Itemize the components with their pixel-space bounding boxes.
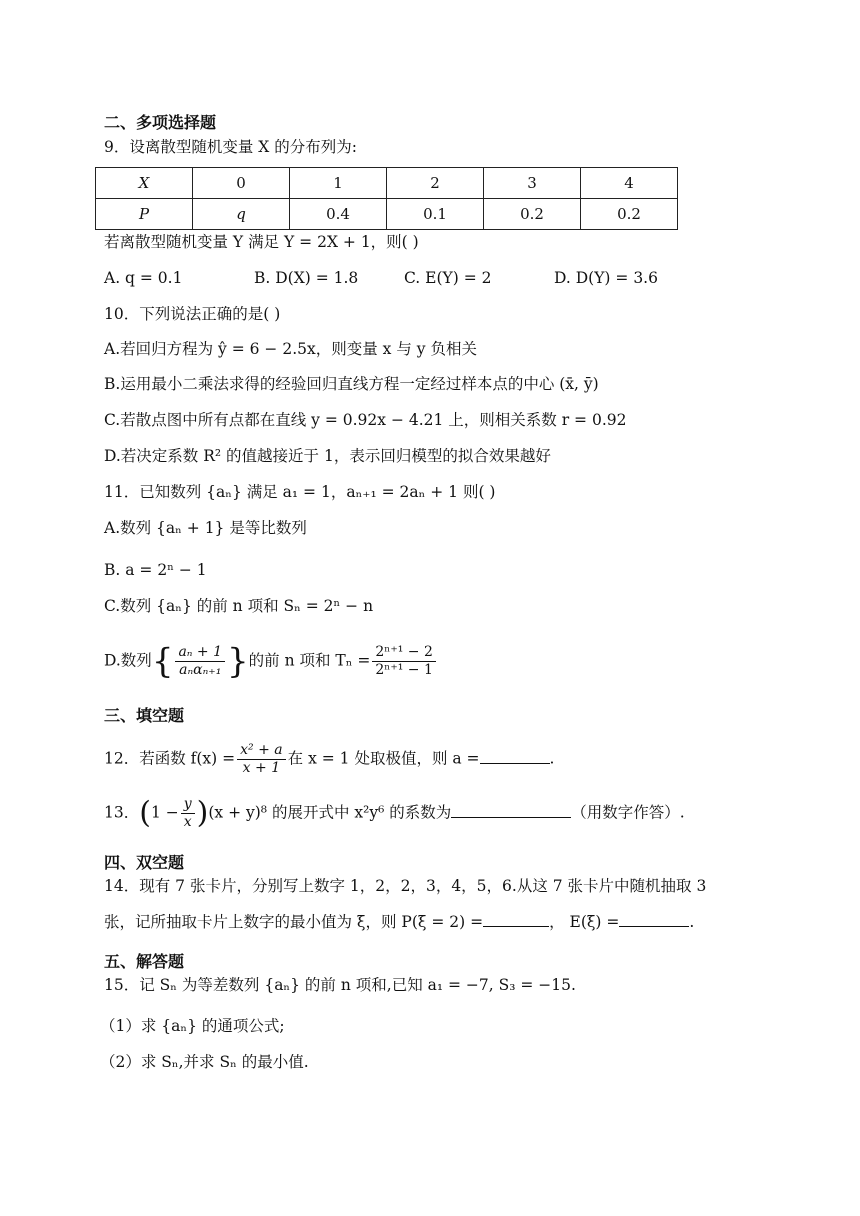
table-cell: 0: [193, 168, 290, 199]
q9-option-d: D. D(Y) = 3.6: [554, 269, 658, 287]
q10-option-d: D.若决定系数 R² 的值越接近于 1，表示回归模型的拟合效果越好: [104, 447, 551, 465]
fraction-denominator: x + 1: [242, 760, 281, 776]
fraction-denominator: x: [183, 814, 192, 830]
fraction-numerator: 2ⁿ⁺¹ − 2: [372, 644, 436, 662]
section-heading-multiple-choice: 二、多项选择题: [104, 113, 217, 132]
q11-d-result-fraction: [372, 644, 436, 679]
fraction-denominator: 2ⁿ⁺¹ − 1: [375, 662, 433, 678]
table-cell: 3: [484, 168, 581, 199]
section-heading-solutions: 五、解答题: [104, 952, 185, 971]
right-brace-symbol: }: [227, 641, 249, 682]
table-row: [96, 168, 678, 199]
q14-part1: 张，记所抽取卡片上数字的最小值为 ξ，则 P(ξ = 2) =: [104, 913, 484, 931]
q12-prefix: 12．若函数 f(x) =: [104, 749, 236, 768]
q10-option-c: C.若散点图中所有点都在直线 y = 0.92x − 4.21 上，则相关系数 r = 0.92: [104, 411, 627, 429]
section-heading-double-blank: 四、双空题: [104, 853, 185, 872]
table-cell: 2: [387, 168, 484, 199]
left-brace-symbol: {: [151, 641, 174, 682]
table-cell: q: [193, 199, 290, 230]
right-paren-symbol: ): [196, 795, 209, 831]
distribution-table: [95, 167, 678, 230]
q10-option-a: A.若回归方程为 ŷ = 6 − 2.5x，则变量 x 与 y 负相关: [104, 340, 477, 358]
q13: [104, 796, 685, 831]
q14-end: .: [689, 913, 695, 931]
answer-blank[interactable]: [480, 749, 550, 764]
table-cell: 0.2: [581, 199, 678, 230]
fraction-numerator: aₙ + 1: [175, 644, 225, 662]
q12-fraction: [237, 742, 286, 777]
q9-option-a: A. q = 0.1: [104, 269, 183, 287]
table-cell: 0.2: [484, 199, 581, 230]
q14-part2: ， E(ξ) =: [549, 913, 620, 931]
section-heading-fill-in: 三、填空题: [104, 706, 185, 725]
fraction-numerator: x² + a: [237, 742, 286, 760]
q12-end: .: [549, 749, 555, 768]
table-row: [96, 199, 678, 230]
q15-stem: 15．记 Sₙ 为等差数列 {aₙ} 的前 n 项和,已知 a₁ = −7, S₃ = −15.: [104, 976, 576, 994]
q12-suffix: 在 x = 1 处取极值，则 a =: [287, 749, 480, 768]
q10-stem: 10．下列说法正确的是( ): [104, 305, 281, 323]
q10-option-b: B.运用最小二乘法求得的经验回归直线方程一定经过样本点的中心 (x̄, ȳ): [104, 375, 599, 393]
table-cell: 0.1: [387, 199, 484, 230]
q9-condition: 若离散型随机变量 Y 满足 Y = 2X + 1，则( ): [104, 233, 419, 251]
q13-number: 13．: [104, 803, 140, 822]
q11-option-a: A.数列 {aₙ + 1} 是等比数列: [104, 519, 307, 537]
table-cell: 0.4: [290, 199, 387, 230]
q13-rest: (x + y)⁸ 的展开式中 x²y⁶ 的系数为: [208, 803, 452, 822]
q15-part1: （1）求 {aₙ} 的通项公式;: [100, 1017, 285, 1035]
q13-fraction: [181, 796, 195, 831]
table-cell: P: [96, 199, 193, 230]
table-cell: 1: [290, 168, 387, 199]
q11-d-fraction: [175, 644, 225, 679]
q13-one-minus: 1 −: [150, 803, 179, 822]
q9-stem: 9．设离散型随机变量 X 的分布列为:: [104, 138, 357, 156]
table-cell: 4: [581, 168, 678, 199]
q11-d-mid: 的前 n 项和 Tₙ =: [248, 651, 371, 670]
q11-option-b: B. a = 2ⁿ − 1: [104, 561, 207, 579]
q11-d-prefix: D.数列: [104, 651, 152, 670]
fraction-numerator: y: [181, 796, 195, 814]
q9-option-c: C. E(Y) = 2: [404, 269, 492, 287]
q11-option-c: C.数列 {aₙ} 的前 n 项和 Sₙ = 2ⁿ − n: [104, 597, 374, 615]
fraction-denominator: aₙαₙ₊₁: [179, 662, 222, 678]
q9-option-b: B. D(X) = 1.8: [254, 269, 359, 287]
answer-blank[interactable]: [483, 912, 549, 927]
answer-blank[interactable]: [619, 912, 689, 927]
q13-note: （用数字作答）.: [571, 803, 685, 822]
q14-line1: 14．现有 7 张卡片，分别写上数字 1，2，2，3，4，5，6.从这 7 张卡片中随机抽取 3: [104, 877, 707, 895]
left-paren-symbol: (: [139, 795, 151, 831]
q11-option-d: [104, 641, 438, 682]
q11-stem: 11．已知数列 {aₙ} 满足 a₁ = 1，aₙ₊₁ = 2aₙ + 1 则( ): [104, 483, 496, 501]
table-cell: X: [96, 168, 193, 199]
answer-blank[interactable]: [451, 803, 571, 818]
q15-part2: （2）求 Sₙ,并求 Sₙ 的最小值.: [100, 1053, 309, 1071]
q14-line2: [104, 912, 694, 932]
q12: [104, 742, 554, 777]
